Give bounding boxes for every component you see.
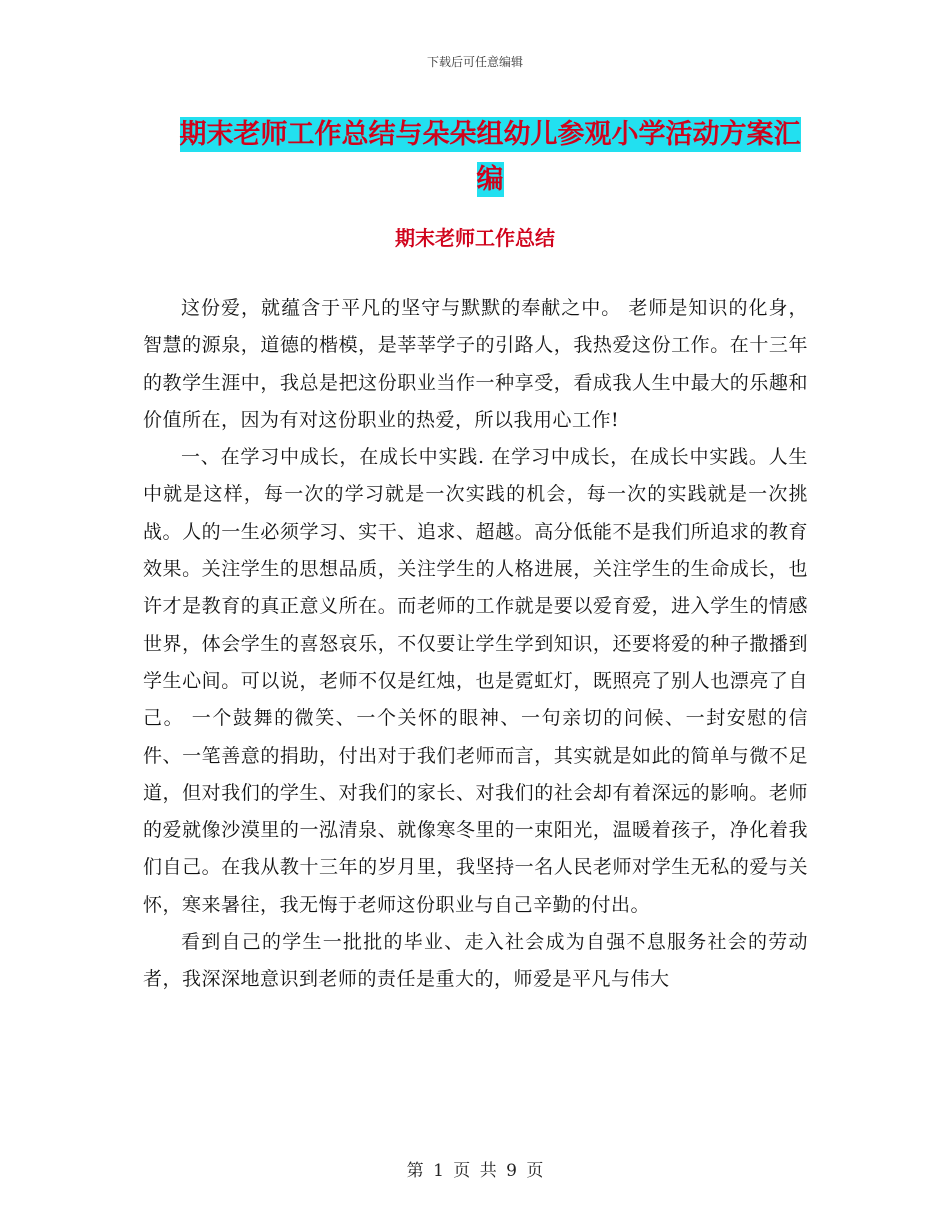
- paragraph: 一、在学习中成长，在成长中实践. 在学习中成长，在成长中实践。人生中就是这样，每一次的学习就是一次实践的机会，每一次的实践就是一次挑战。人的一生必须学习、实干、追求、超越。高分低能不是我们所追求的教育效果。关注学生的思想品质，关注学生的人格进展，关注学生的生命成长，也许才是教育的真正意义所在。而老师的工作就是要以爱育爱，进入学生的情感世界，体会学生的喜怒哀乐，不仅要让学生学到知识，还要将爱的种子撒播到学生心间。可以说，老师不仅是红烛，也是霓虹灯，既照亮了别人也漂亮了自己。 一个鼓舞的微笑、一个关怀的眼神、一句亲切的问候、一封安慰的信件、一笔善意的捐助，付出对于我们老师而言，其实就是如此的简单与微不足道，但对我们的学生、对我们的家长、对我们的社会却有着深远的影响。老师的爱就像沙漠里的一泓清泉、就像寒冬里的一束阳光，温暖着孩子，净化着我们自己。在我从教十三年的岁月里，我坚持一名人民老师对学生无私的爱与关怀，寒来暑往，我无悔于老师这份职业与自己辛勤的付出。: [143, 446, 808, 916]
- document-title: [170, 112, 810, 202]
- section-title: 期末老师工作总结: [395, 226, 555, 250]
- header-note: 下载后可任意编辑: [426, 55, 523, 69]
- page-number-footer: 第 1 页 共 9 页: [406, 1161, 544, 1181]
- body-text: [143, 290, 808, 999]
- paragraph: 这份爱，就蕴含于平凡的坚守与默默的奉献之中。 老师是知识的化身，智慧的源泉，道德的楷模，是莘莘学子的引路人，我热爱这份工作。在十三年的教学生涯中，我总是把这份职业当作一种享受，看成我人生中最大的乐趣和价值所在，因为有对这份职业的热爱，所以我用心工作!: [143, 297, 808, 431]
- paragraph: 看到自己的学生一批批的毕业、走入社会成为自强不息服务社会的劳动者，我深深地意识到老师的责任是重大的，师爱是平凡与伟大: [143, 931, 808, 991]
- document-title-text: 期末老师工作总结与朵朵组幼儿参观小学活动方案汇编: [179, 119, 801, 195]
